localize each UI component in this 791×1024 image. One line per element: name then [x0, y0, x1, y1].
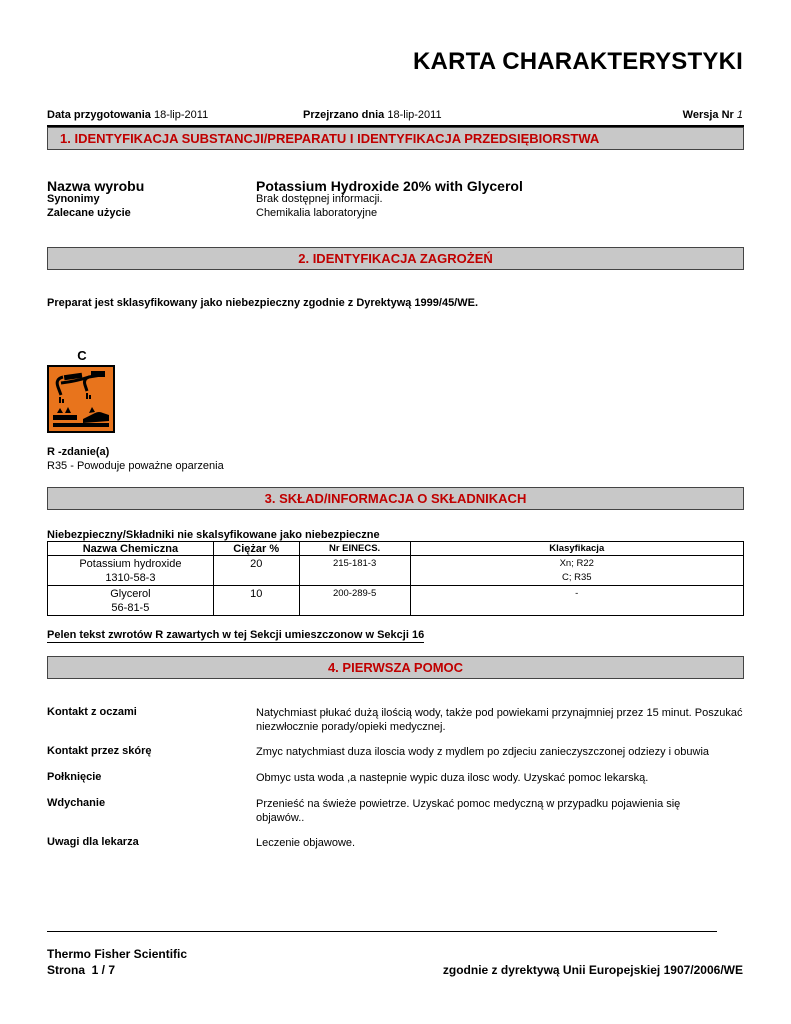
- classification-cell: [410, 556, 743, 586]
- preparation-date: [47, 109, 208, 121]
- cas-number: 1310-58-3: [105, 572, 156, 584]
- components-subtitle: Niebezpieczny/Składniki nie skalsyfikowane jako niebezpieczne: [47, 529, 380, 541]
- weight-cell: 20: [213, 556, 299, 586]
- components-table: [47, 541, 744, 616]
- column-header: Klasyfikacja: [410, 542, 743, 556]
- classification-cell: [410, 586, 743, 616]
- preparation-date-label: Data przygotowania: [47, 109, 151, 121]
- classification-line: -: [575, 588, 579, 599]
- first-aid-label: Kontakt przez skórę: [47, 745, 152, 757]
- chemical-name-cell: [48, 556, 214, 586]
- version: [683, 109, 743, 121]
- einecs-cell: 200-289-5: [299, 586, 410, 616]
- first-aid-label: Uwagi dla lekarza: [47, 836, 139, 848]
- revision-date-value: 18-lip-2011: [387, 109, 442, 121]
- einecs-cell: 215-181-3: [299, 556, 410, 586]
- corrosive-icon-graphic: [49, 367, 113, 431]
- footer-company: Thermo Fisher Scientific: [47, 947, 188, 961]
- table-row: [48, 586, 744, 616]
- chemical-name: Glycerol: [110, 588, 151, 600]
- footer-compliance: zgodnie z dyrektywą Unii Europejskiej 1907/2006/WE: [442, 963, 743, 977]
- classification-line: Xn; R22: [559, 558, 594, 569]
- version-value: 1: [736, 109, 743, 121]
- recommended-use-label: Zalecane użycie: [47, 207, 131, 219]
- first-aid-text: Zmyc natychmiast duza iloscia wody z mydlem po zdjeciu zanieczyszczonej odziezy i obuwia: [256, 746, 710, 758]
- revision-date-label: Przejrzano dnia: [303, 109, 385, 121]
- preparation-date-value: 18-lip-2011: [153, 109, 209, 121]
- cas-number: 56-81-5: [111, 602, 150, 614]
- first-aid-text: Obmyc usta woda ,a nastepnie wypic duza ilosc wody. Uzyskać pomoc lekarską.: [256, 772, 649, 784]
- footer-divider: [47, 931, 717, 932]
- first-aid-text: Leczenie objawowe.: [256, 837, 356, 849]
- section-3-header: 3. SKŁAD/INFORMACJA O SKŁADNIKACH: [47, 487, 744, 510]
- version-label: Wersja Nr: [682, 109, 734, 121]
- chemical-name-cell: [48, 586, 214, 616]
- first-aid-label: Wdychanie: [47, 797, 106, 809]
- hazard-symbol: [47, 348, 115, 433]
- first-aid-label: Połknięcie: [47, 771, 102, 783]
- chemical-name: Potassium hydroxide: [79, 558, 182, 570]
- hazard-code: C: [77, 348, 87, 363]
- product-name-label: Nazwa wyrobu: [47, 178, 145, 194]
- r-phrases-note: Pelen tekst zwrotów R zawartych w tej Sekcji umieszczonow w Sekcji 16: [47, 629, 425, 641]
- revision-date: [303, 109, 442, 121]
- document-title: KARTA CHARAKTERYSTYKI: [413, 48, 743, 75]
- section-1-header: 1. IDENTYFIKACJA SUBSTANCJI/PREPARATU I IDENTYFIKACJA PRZEDSIĘBIORSTWA: [47, 127, 744, 150]
- recommended-use-value: Chemikalia laboratoryjne: [256, 207, 378, 219]
- r-phrases-value: R35 - Powoduje poważne oparzenia: [47, 460, 224, 472]
- corrosive-icon: [47, 365, 115, 433]
- table-row: [48, 556, 744, 586]
- product-name-value: Potassium Hydroxide 20% with Glycerol: [256, 178, 523, 194]
- synonyms-label: Synonimy: [47, 193, 100, 205]
- column-header: Nazwa Chemiczna: [48, 542, 214, 556]
- weight-cell: 10: [213, 586, 299, 616]
- table-header-row: [48, 542, 744, 556]
- section-4-header: 4. PIERWSZA POMOC: [47, 656, 744, 679]
- section-2-header: 2. IDENTYFIKACJA ZAGROŻEŃ: [47, 247, 744, 270]
- column-header: Ciężar %: [213, 542, 299, 556]
- first-aid-text: Natychmiast płukać dużą ilością wody, także pod powiekami przynajmniej przez 15 minut. Poszukać niezwłocznie porady/opieki medycznej.: [256, 707, 743, 733]
- footer-page-number: Strona 1 / 7: [47, 963, 116, 977]
- first-aid-label: Kontakt z oczami: [47, 706, 137, 718]
- synonyms-value: Brak dostępnej informacji.: [256, 193, 383, 205]
- first-aid-text: Przenieść na świeże powietrze. Uzyskać pomoc medyczną w przypadku pojawienia się objawów..: [256, 798, 681, 824]
- classification-line: C; R35: [561, 572, 592, 583]
- r-phrases-label: R -zdanie(a): [47, 446, 110, 458]
- column-header: Nr EINECS.: [299, 542, 410, 556]
- classification-statement: Preparat jest sklasyfikowany jako niebezpieczny zgodnie z Dyrektywą 1999/45/WE.: [47, 297, 479, 309]
